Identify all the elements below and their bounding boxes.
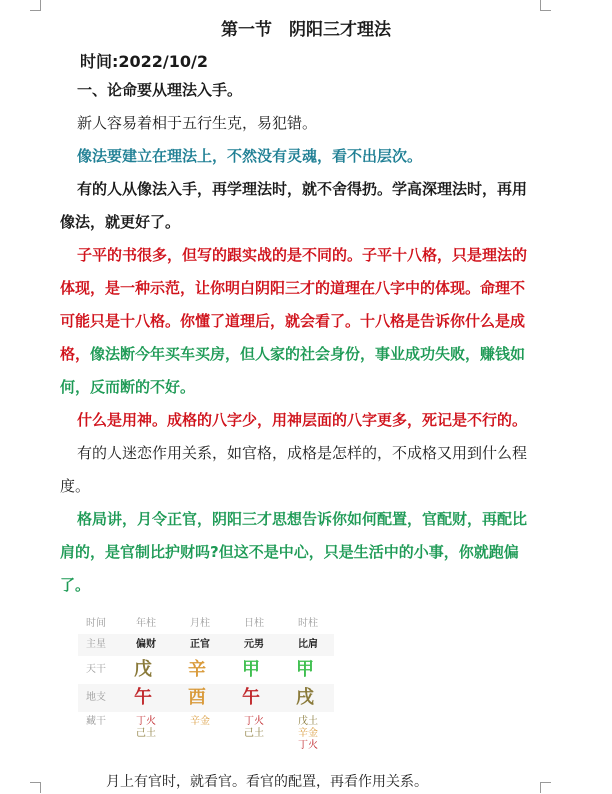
hidden-stem: 己土	[136, 728, 156, 739]
paragraph: 格局讲，月令正官，阴阳三才思想告诉你如何配置，官配财，再配比肩的，是官制比护财吗?但这不是中心，只是生活中的小事，你就跑偏了。	[60, 510, 528, 594]
paragraph: 新人容易着相于五行生克，易犯错。	[77, 114, 318, 132]
main-star-cell: 正官	[190, 639, 210, 650]
hidden-stem: 辛金	[298, 728, 318, 739]
main-star-cell: 偏财	[136, 639, 156, 650]
paragraph-red-part: 子平的书很多，但写的跟实战的是不同的。子平十八格，只是理法的体现，是一种示范，让你明白阴阳三才的道理在八字中的体现。命理不可能只是十八格。你懂了道理后，就会看了。十八格是告诉你什么是成格，	[60, 246, 528, 363]
paragraph: 像法要建立在理法上，不然没有灵魂，看不出层次。	[77, 147, 423, 165]
hidden-stems-row	[78, 714, 334, 764]
row-label: 天干	[86, 664, 106, 675]
main-star-cell: 元男	[244, 639, 264, 650]
branch-cell: 戌	[296, 687, 314, 708]
page-title: 第一节 阴阳三才理法	[221, 20, 391, 40]
hidden-stem: 辛金	[190, 716, 210, 727]
branch-cell: 午	[134, 687, 152, 708]
stems-row	[78, 656, 334, 684]
hidden-stems-cell	[136, 716, 156, 740]
main-star-row	[78, 634, 334, 656]
stem-cell: 甲	[242, 659, 260, 680]
hidden-stem: 丁火	[298, 740, 318, 751]
chart-header-row	[78, 614, 334, 634]
stem-cell: 戊	[134, 659, 152, 680]
stem-cell: 甲	[296, 659, 314, 680]
header-cell: 时间	[86, 618, 106, 629]
hidden-stems-cell	[190, 716, 210, 728]
hidden-stem: 戊土	[298, 716, 318, 727]
page-corner-mark	[540, 0, 551, 11]
paragraph	[60, 239, 532, 404]
stem-cell: 辛	[188, 659, 206, 680]
date-line: 时间:2022/10/2	[80, 52, 209, 71]
paragraph: 有的人迷恋作用关系，如官格，成格是怎样的，不成格又用到什么程度。	[60, 444, 528, 495]
branch-cell: 酉	[188, 687, 206, 708]
header-cell: 日柱	[244, 618, 264, 629]
paragraph: 有的人从像法入手，再学理法时，就不舍得扔。学高深理法时，再用像法，就更好了。	[60, 180, 528, 231]
paragraph: 什么是用神。成格的八字少，用神层面的八字更多，死记是不行的。	[77, 411, 528, 429]
document-body	[0, 16, 612, 792]
hidden-stems-cell	[298, 716, 318, 752]
paragraph-green-part: 像法断今年买车买房，但人家的社会身份，事业成功失败，赚钱如何，反而断的不好。	[60, 345, 526, 396]
closing-line: 月上有官时，就看官。看官的配置，再看作用关系。	[106, 774, 428, 790]
header-cell: 时柱	[298, 618, 318, 629]
hidden-stems-cell	[244, 716, 264, 740]
hidden-stem: 丁火	[244, 716, 264, 727]
main-star-cell: 比肩	[298, 639, 318, 650]
branches-row	[78, 684, 334, 712]
row-label: 藏干	[86, 716, 106, 727]
section-heading: 一、论命要从理法入手。	[77, 81, 243, 99]
row-label: 地支	[86, 692, 106, 703]
bazi-chart	[78, 610, 334, 765]
header-cell: 年柱	[136, 618, 156, 629]
row-label: 主星	[86, 639, 106, 650]
hidden-stem: 丁火	[136, 716, 156, 727]
branch-cell: 午	[242, 687, 260, 708]
page-corner-mark	[30, 0, 41, 11]
header-cell: 月柱	[190, 618, 210, 629]
hidden-stem: 己土	[244, 728, 264, 739]
